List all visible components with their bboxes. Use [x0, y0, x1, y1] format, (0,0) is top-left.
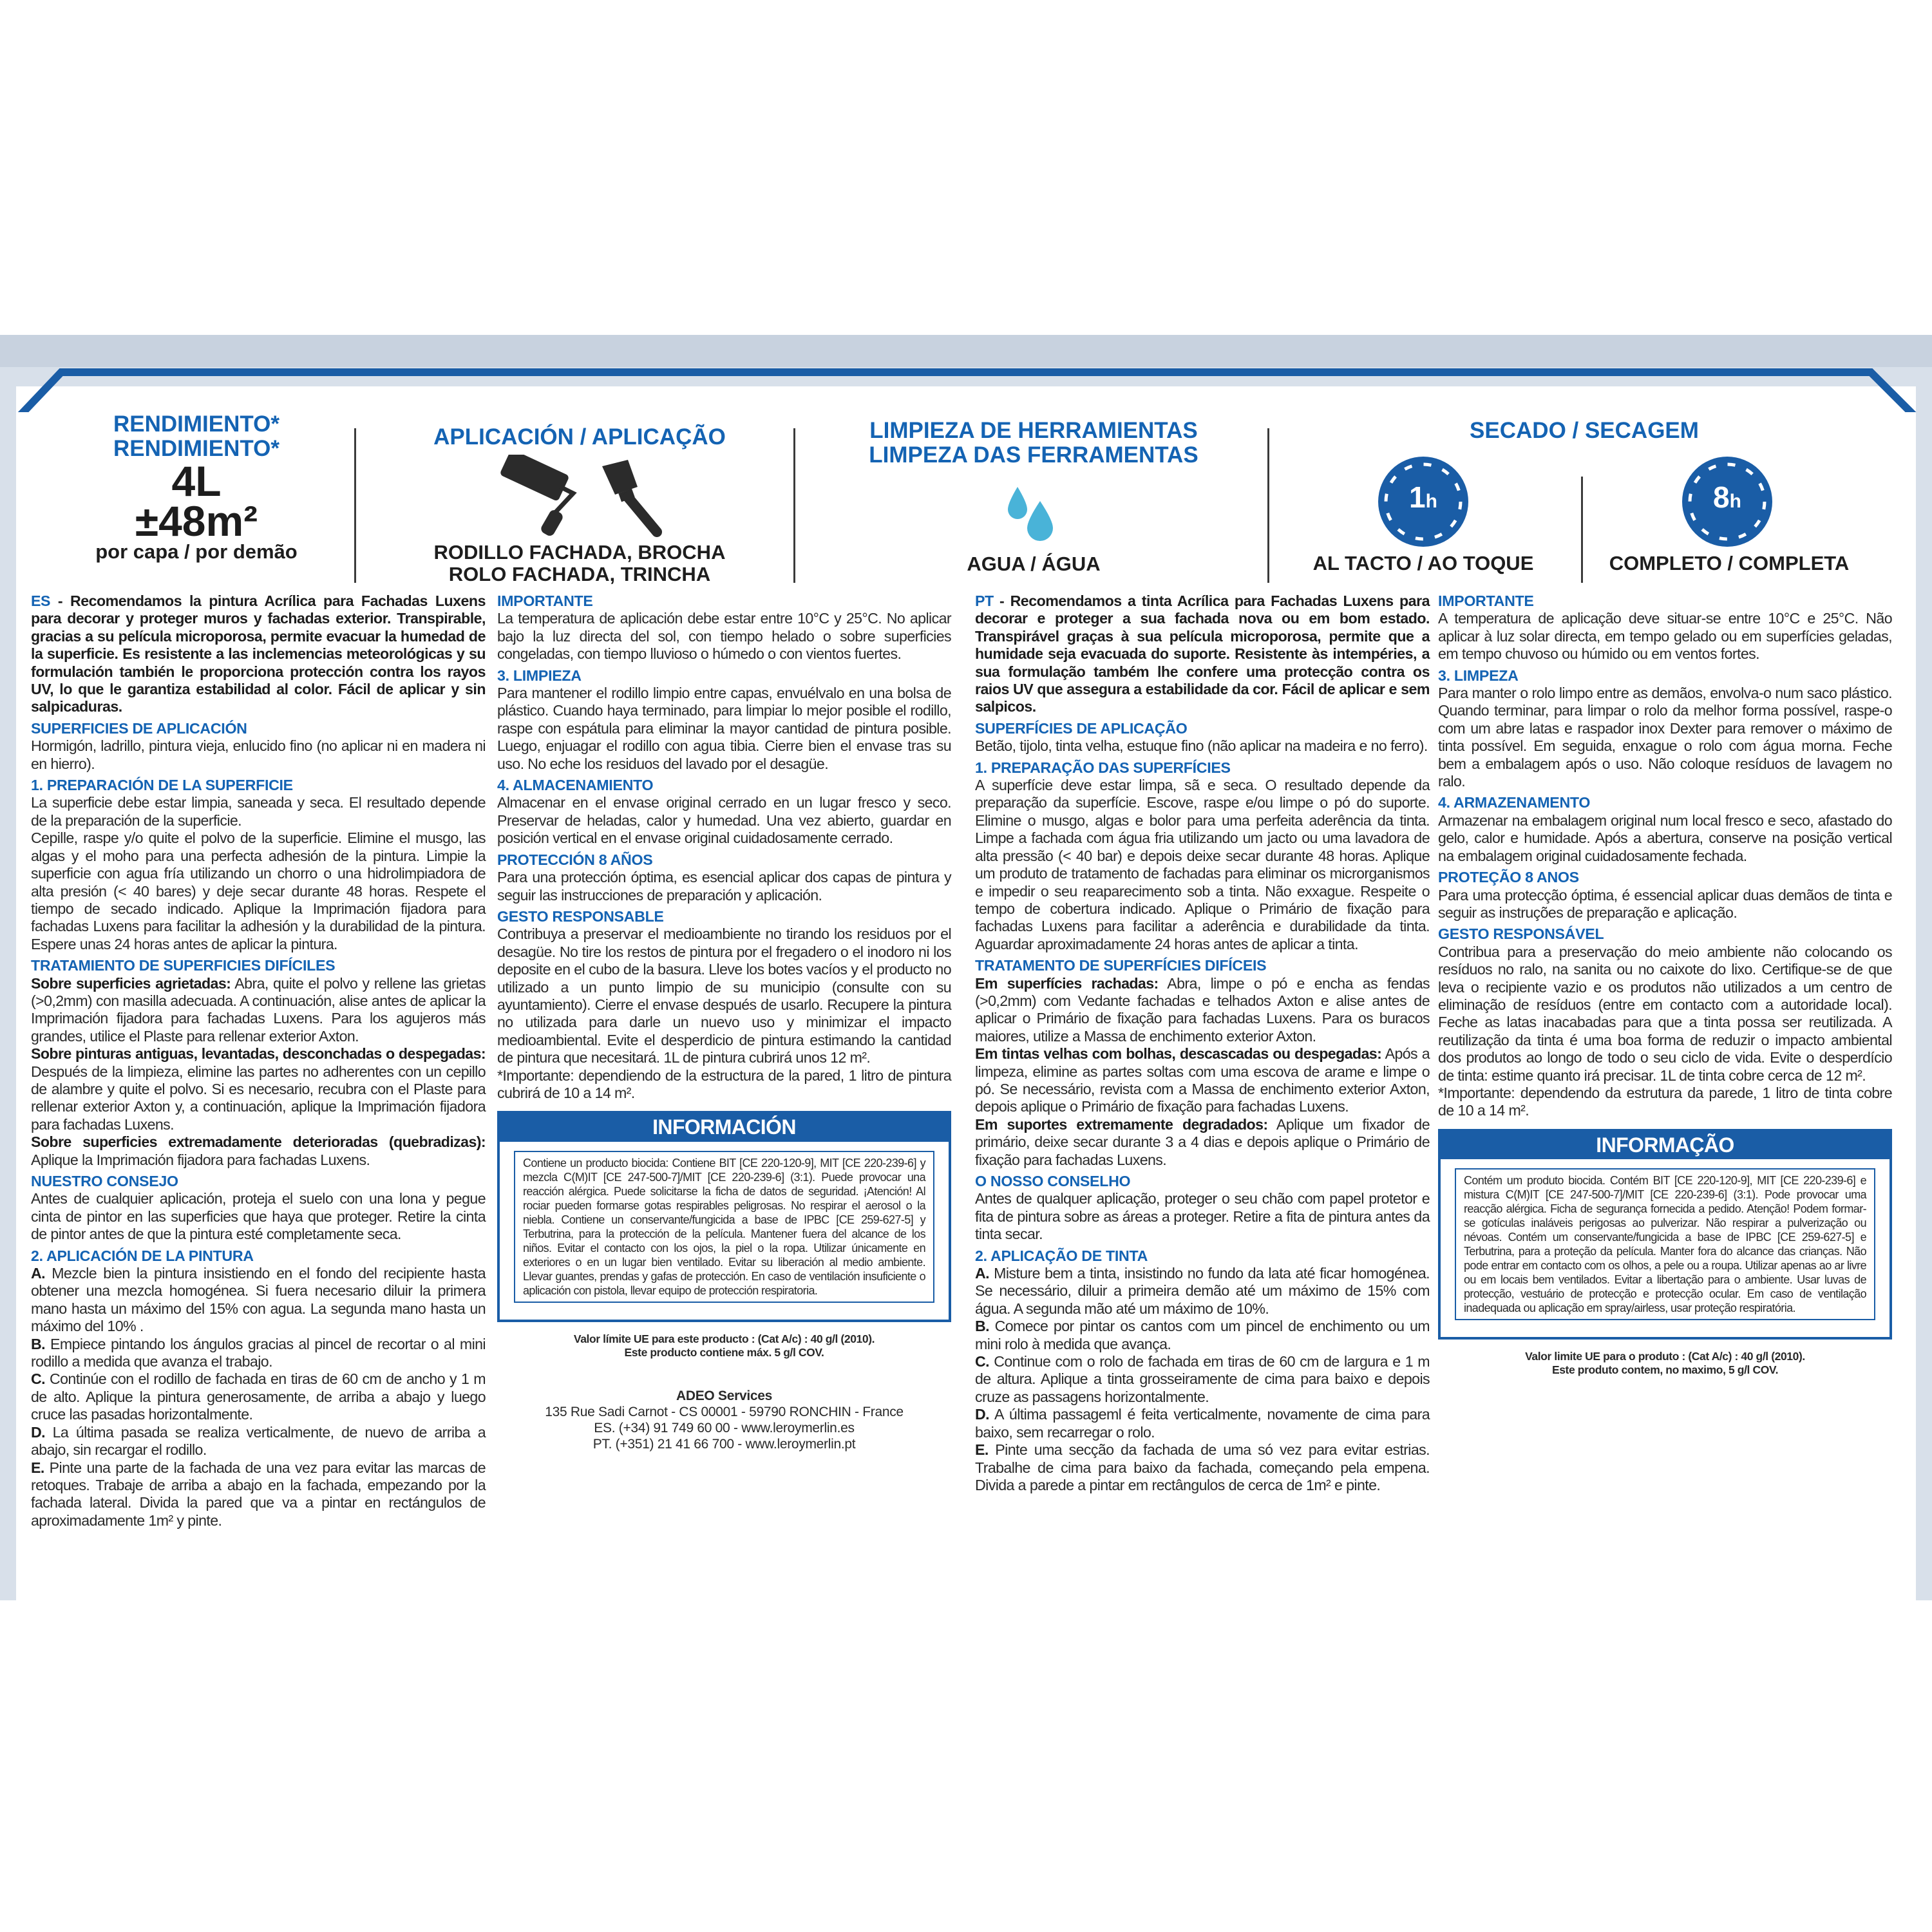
pt-importante: A temperatura de aplicação deve situar-se entre 10°C e 25°C. Não aplicar à luz solar directa, em tempo gelado ou em superfícies geladas, em tempo chuvoso ou húmido ou em ventos fortes. [1438, 610, 1892, 663]
limpieza-label: AGUA / ÁGUA [967, 553, 1101, 575]
pt-info-box [1438, 1129, 1892, 1340]
es-c-label: C. [31, 1370, 45, 1388]
pt-d-label: D. [975, 1406, 989, 1423]
es-heading-prep: 1. PREPARACIÓN DE LA SUPERFICIE [31, 777, 293, 794]
header-divider [1267, 428, 1269, 583]
pt-e-text: Pinte uma secção da fachada de uma só vez para evitar estrias. Trabalhe de cima para baixo da fachada, começando pela empena. Divida a parede a pintar em rectângulos de cerca de 1m² e pinte. [975, 1441, 1430, 1493]
pt-a-label: A. [975, 1265, 989, 1282]
pt-trat-3 [975, 1116, 1430, 1169]
pt-step-c [975, 1353, 1430, 1406]
clock-1h-label [1378, 480, 1469, 515]
clock-8h-label [1681, 480, 1773, 515]
pt-t3-label: Em suportes extremamente degradados: [975, 1115, 1268, 1133]
es-a-label: A. [31, 1265, 45, 1282]
pt-heading-importante: IMPORTANTE [1438, 592, 1534, 609]
es-heading-importante: IMPORTANTE [497, 592, 593, 609]
es-trat-1 [31, 975, 486, 1046]
es-column-1 [31, 592, 486, 1530]
pt-c-text: Continue com o rolo de fachada em tiras de 60 cm de largura e 1 m de altura. Aplique a tinta grosseiramente de cima para baixo e depois cruze as passagens horizontalmente. [975, 1353, 1430, 1405]
pt-step-b [975, 1318, 1430, 1353]
pt-heading-gesto: GESTO RESPONSÁVEL [1438, 925, 1604, 943]
pt-a-text: Misture bem a tinta, insistindo no fundo da lata até ficar homogénea. Se necessário, diluir a primeira demão até um máximo de 15% com água. A segunda mão até um máximo de 10%. [975, 1265, 1430, 1317]
pt-heading-almacen: 4. ARMAZENAMENTO [1438, 794, 1591, 811]
es-step-d [31, 1424, 486, 1459]
es-importante: La temperatura de aplicación debe estar entre 10°C y 25°C. No aplicar bajo la luz directa del sol, con tiempo helado o sobre superficies congeladas, con tiempo lluvioso o húmedo o con vientos fuertes. [497, 610, 951, 663]
pt-heading-proteccion: PROTEÇÃO 8 ANOS [1438, 869, 1579, 886]
pt-proteccion: Para uma protecção óptima, é essencial aplicar duas demãos de tinta e seguir as instruções de preparação e aplicação. [1438, 886, 1892, 921]
adeo-address [497, 1388, 951, 1452]
es-step-a [31, 1265, 486, 1336]
es-step-c [31, 1370, 486, 1423]
pt-t1-label: Em superfícies rachadas: [975, 974, 1159, 992]
pt-t3-text: Aplique um fixador de primário, deixe secar durante 3 a 4 dias e depois aplique o Primário de fixação para fachadas Luxens. [975, 1115, 1430, 1168]
es-t1-label: Sobre superficies agrietadas: [31, 974, 231, 992]
aplicacion-title: APLICACIÓN / APLICAÇÃO [433, 424, 726, 450]
es-nota: *Importante: dependiendo de la estructura de la pared, 1 litro de pintura cubrirá de 10 a 14 m². [497, 1066, 951, 1101]
pt-limit [1438, 1350, 1892, 1377]
pt-lead [975, 592, 1430, 716]
pt-info-title: INFORMAÇÃO [1441, 1132, 1889, 1159]
es-gesto: Contribuya a preservar el medioambiente no tirando los residuos por el desagüe. No tire los restos de pintura por el fregadero o el inodoro ni los deposite en el cubo de la basura. Lleve los botes vacíos y el producto no utilizado a un punto limpio de su municipio (consulte con su ayuntamiento). Cierre el envase después de usarlo. Recupere la pintura no utilizada para darle un nuevo uso y minimizar el impacto medioambiental. Evite el desperdicio de pintura estimando la cantidad de pintura que necesitará. 1L de pintura cubrirá unos 12 m². [497, 925, 951, 1066]
es-superficies: Hormigón, ladrillo, pintura vieja, enlucido fino (no aplicar ni en madera ni en hierro). [31, 737, 486, 772]
es-t3-text: Aplique la Imprimación fijadora para fachadas Luxens. [31, 1151, 370, 1168]
es-trat-3 [31, 1133, 486, 1169]
pt-nota: *Importante: dependendo da estrutura da parede, 1 litro de tinta cobre de 10 a 14 m². [1438, 1084, 1892, 1119]
header-divider [793, 428, 795, 583]
pt-heading-aplic: 2. APLICAÇÃO DE TINTA [975, 1247, 1148, 1264]
pt-e-label: E. [975, 1441, 989, 1459]
pt-lang: PT [975, 592, 994, 609]
es-lead-text: - Recomendamos la pintura Acrílica para Fachadas Luxens para decorar y proteger muros y fachadas exterior. Transpirable, gracias a su película microporosa, permite evacuar la humedad de la superficie. Es resistente a las inclemencias meteorológicas y su formulación también le proporciona protección contra los rayos UV, lo que le garantiza estabilidad al color. Fácil de aplicar y sin salpicaduras. [31, 592, 486, 715]
pt-heading-limpieza: 3. LIMPEZA [1438, 667, 1519, 684]
es-heading-gesto: GESTO RESPONSABLE [497, 907, 664, 925]
es-info-title: INFORMACIÓN [500, 1113, 949, 1141]
es-limit-1: Valor límite UE para este producto : (Cat A/c) : 40 g/l (2010). [573, 1332, 875, 1345]
limpieza-title-pt: LIMPEZA DAS FERRAMENTAS [869, 442, 1198, 468]
volume-value: 4L [171, 457, 222, 505]
es-trat-2 [31, 1045, 486, 1133]
es-limit [497, 1332, 951, 1359]
pt-b-label: B. [975, 1318, 989, 1335]
pt-heading-trat: TRATAMENTO DE SUPERFÍCIES DIFÍCEIS [975, 957, 1267, 974]
header-divider [1581, 477, 1583, 583]
aplicacion-label-es: RODILLO FACHADA, BROCHA [433, 541, 726, 564]
es-e-label: E. [31, 1459, 44, 1476]
pt-prep1: A superfície deve estar limpa, sã e seca. O resultado depende da preparação da superfície. Escove, raspe e/ou limpe o pó do suporte. Elimine o musgo, algas e bolor para uma perfeita aderência da tinta. Limpe a fachada com água fria utilizando um jacto ou uma lavadora de alta pressão (< 40 bar) e depois deixe secar durante 48 horas. Aplique um produto de tratamento de fachadas para eliminar os microrganismos e impedir o seu reaparecimento sob a tinta. Não exxague. Respeite o tempo de cobertura indicado. Aplique o Primário de fixação para fachadas Luxens para facilitar a aderência e durabilidade da tinta. Aguardar aproximadamente 24 horas antes de aplicar a tinta. [975, 777, 1430, 952]
touch-unit: h [1425, 491, 1437, 512]
full-time: 8 [1713, 480, 1730, 514]
pt-lead-text: - Recomendamos a tinta Acrílica para Fachadas Luxens para decorar e proteger a sua fachada nova ou em bom estado. Transpirável graças à sua película microporosa, permite que a humidade seja evacuada do suporte. Resistente às intempéries, a sua formulação também lhe confere uma protecção contra os raios UV que assegura a estabilidade da cor. Fácil de aplicar e sem salpicos. [975, 592, 1430, 715]
limpieza-title-es: LIMPIEZA DE HERRAMIENTAS [869, 418, 1198, 443]
pt-limpieza: Para manter o rolo limpo entre as demãos, envolva-o num saco plástico. Quando terminar, para limpar o rolo da melhor forma possível, raspe-o com um abre latas e raspador inox Dexter para remover o máximo de tinta possível. Em seguida, enxague o rolo com água morna. Feche bem a embalagem após o uso. Não coloque resíduos de lavagem no ralo. [1438, 685, 1892, 790]
aplicacion-label-pt: ROLO FACHADA, TRINCHA [448, 563, 711, 585]
rendimiento-block [39, 412, 354, 583]
es-prep2: Cepille, raspe y/o quite el polvo de la superficie. Elimine el musgo, las algas y el moho para una perfecta adhesión de la pintura. Limpie la superficie con agua fría utilizando un chorro o una hidrolimpiadora de alta presión (< 40 bares) y deje secar durante 48 horas. Respete el tiempo de secado indicado. Aplique la Imprimación fijadora para fachadas Luxens para facilitar la adhesión y la durabilidad de la pintura. Espere unas 24 horas antes de aplicar la pintura. [31, 829, 486, 952]
pt-heading-superficies: SUPERFÍCIES DE APLICAÇÃO [975, 719, 1188, 737]
rendimiento-title: RENDIMIENTO* [113, 412, 279, 437]
es-t2-label: Sobre pinturas antiguas, levantadas, desconchadas o despegadas: [31, 1045, 486, 1063]
es-b-text: Empiece pintando los ángulos gracias al pincel de recortar o al mini rodillo a medida que avanza el trabajo. [31, 1335, 486, 1370]
es-lead [31, 592, 486, 716]
adeo-name: ADEO Services [676, 1388, 773, 1403]
es-e-text: Pinte una parte de la fachada de una vez para evitar las marcas de retoques. Trabaje de arriba a abajo en la fachada, empezando por la fachada lateral. Divida la pared que va a pintar en rectángulos de aproximadamente 1m² y pinte. [31, 1459, 486, 1529]
pt-t2-label: Em tintas velhas com bolhas, descascadas ou despegadas: [975, 1045, 1382, 1063]
es-heading-consejo: NUESTRO CONSEJO [31, 1173, 178, 1189]
es-t3-label: Sobre superficies extremadamente deterioradas (quebradizas): [31, 1133, 486, 1151]
touch-time: 1 [1409, 480, 1426, 514]
full-unit: h [1729, 491, 1741, 512]
brush-icon [602, 460, 657, 532]
es-almacen: Almacenar en el envase original cerrado en un lugar fresco y seco. Preservar de heladas, calor y humedad. Una vez abierto, guardar en posición vertical en el envase original cuidadosamente cerrado. [497, 794, 951, 847]
limpieza-block [802, 412, 1265, 583]
pt-trat-1 [975, 975, 1430, 1046]
pt-consejo: Antes de qualquer aplicação, proteger o seu chão com papel protetor e fita de pintura sobre as áreas a proteger. Retire a fita de pintura antes da tinta secar. [975, 1190, 1430, 1243]
roller-icon [499, 455, 573, 538]
pt-heading-consejo: O NOSSO CONSELHO [975, 1173, 1131, 1189]
es-b-label: B. [31, 1335, 45, 1352]
pt-t1-text: Abra, limpe o pó e encha as fendas (>0,2mm) com Vedante fachadas e telhados Axton e alise antes de aplicar o Primário de fixação para fachadas Luxens. Para os buracos maiores, utilize a Massa de enchimento exterior Axton. [975, 974, 1430, 1045]
es-d-label: D. [31, 1423, 45, 1441]
es-t2-text: Después de la limpieza, elimine las partes no adherentes con un cepillo de alambre y quite el polvo. Si es necesario, recubra con el Plaste para rellenar exterior Axton y, a continuación, aplique la Imprimación fijadora para fachadas Luxens. [31, 1063, 486, 1133]
pt-b-text: Comece por pintar os cantos com um pincel de enchimento ou um mini rolo à medida que avança. [975, 1318, 1430, 1352]
es-limpieza: Para mantener el rodillo limpio entre capas, envuélvalo en una bolsa de plástico. Cuando haya terminado, para limpiar lo mejor posible el rodillo, raspe con espátula para eliminar la mayor cantidad de pintura posible. Luego, enjuagar el rodillo con agua tibia. Cierre bien el envase tras su uso. No eche los residuos del lavado por el desagüe. [497, 685, 951, 772]
full-label: COMPLETO / COMPLETA [1609, 552, 1850, 574]
aplicacion-block [361, 412, 799, 583]
es-d-text: La última pasada se realiza verticalmente, de nuevo de arriba a abajo, sin recargar el rodillo. [31, 1423, 486, 1459]
header-divider [354, 428, 356, 583]
es-heading-proteccion: PROTECCIÓN 8 AÑOS [497, 851, 653, 868]
coverage-note: por capa / por demão [95, 540, 298, 563]
pt-column-2 [1438, 592, 1892, 1377]
pt-limit-2: Este produto contem, no maximo, 5 g/l COV. [1551, 1363, 1779, 1377]
secado-title: SECADO / SECAGEM [1470, 418, 1699, 443]
es-info-box [497, 1111, 951, 1321]
coverage-value: ±48m² [135, 497, 258, 545]
es-limit-2: Este producto contiene máx. 5 g/l COV. [624, 1345, 824, 1359]
es-proteccion: Para una protección óptima, es esencial aplicar dos capas de pintura y seguir las instrucciones de preparación y aplicación. [497, 869, 951, 904]
pt-gesto: Contribua para a preservação do meio ambiente não colocando os resíduos no ralo, na sanita ou no caixote do lixo. Certifique-se de que leva o recipiente vazio e os produtos não utilizados a um centro de eliminação de resíduos (entre em contacto com a autoridade local). Feche as latas inacabadas para que a tinta possa ser reutilizada. A reutilização da tinta é uma boa forma de reduzir o impacto ambiental dos produtos ao longo de todo o seu ciclo de vida. Evite o desperdício de tinta: estime quanto irá precisar. 1L de tinta cobre cerca de 12 m². [1438, 943, 1892, 1084]
pt-limit-1: Valor limite UE para o produto : (Cat A/c) : 40 g/l (2010). [1525, 1350, 1805, 1363]
pt-step-e [975, 1441, 1430, 1494]
touch-label: AL TACTO / AO TOQUE [1312, 552, 1534, 574]
pt-heading-prep: 1. PREPARAÇÃO DAS SUPERFÍCIES [975, 759, 1231, 776]
adeo-es: ES. (+34) 91 749 60 00 - www.leroymerlin.es [594, 1420, 855, 1435]
es-prep1: La superficie debe estar limpia, saneada y seca. El resultado depende de la preparación de la superficie. [31, 794, 486, 829]
adeo-pt: PT. (+351) 21 41 66 700 - www.leroymerlin.pt [592, 1436, 856, 1452]
es-a-text: Mezcle bien la pintura insistiendo en el fondo del recipiente hasta obtener una mezcla homogénea. Si fuera necesario diluir la primera mano hasta un máximo del 15% con agua. La segunda mano hasta un máximo del 10% . [31, 1265, 486, 1335]
water-drops-icon [995, 474, 1072, 545]
es-heading-superficies: SUPERFICIES DE APLICACIÓN [31, 719, 247, 737]
es-consejo: Antes de cualquier aplicación, proteja el suelo con una lona y pegue cinta de pintor en las superficies que haya que proteger. Retire la cinta de pintor antes de que la pintura esté completamente seca. [31, 1190, 486, 1243]
adeo-street: 135 Rue Sadi Carnot - CS 00001 - 59790 RONCHIN - France [545, 1404, 904, 1419]
es-heading-aplic: 2. APLICACIÓN DE LA PINTURA [31, 1247, 254, 1264]
frame-outline [0, 361, 1932, 412]
pt-d-text: A última passageml é feita verticalmente, novamente de cima para baixo, sem recarregar o rolo. [975, 1406, 1430, 1441]
es-heading-trat: TRATAMIENTO DE SUPERFICIES DIFÍCILES [31, 957, 336, 974]
es-info-text: Contiene un producto biocida: Contiene BIT [CE 220-120-9], MIT [CE 220-239-6] y mezcla C(M)IT [CE 247-500-7]/MIT [CE 220-239-6] (3:1). Puede provocar una reacción alérgica. Puede solicitarse la ficha de datos de seguridad. ¡Atención! Al rociar pueden formarse gotas respirables peligrosas. No respirar el aerosol o la niebla. Contiene un conservante/fungicida a base de IPBC [CE 259-627-5] y Terbutrina, para la protección de la película. Mantener fuera del alcance de los niños. Evitar el contacto con los ojos, la piel o la ropa. Utilizar únicamente en exteriores o en un lugar bien ventilado. Evitar su liberación al medio ambiente. Llevar guantes, prendas y gafas de protección. En caso de ventilación insuficiente o aplicación con pistola, llevar equipo de protección respiratoria. [514, 1151, 934, 1303]
es-t1-text: Abra, quite el polvo y rellene las grietas (>0,2mm) con masilla adecuada. A continuación, alise antes de aplicar la Imprimación fijadora para fachadas Luxens. Para los agujeros más grandes, utilice el Plaste para rellenar exterior Axton. [31, 974, 486, 1045]
pt-superficies: Betão, tijolo, tinta velha, estuque fino (não aplicar na madeira e no ferro). [975, 737, 1428, 755]
pt-info-text: Contém um produto biocida. Contém BIT [CE 220-120-9], MIT [CE 220-239-6] e mistura C(M)IT [CE 247-500-7]/MIT [CE 220-239-6] (3:1). Pode provocar uma reacção alérgica. Ficha de segurança fornecida a pedido. Atenção! Podem formar-se gotículas inaláveis perigosas ao pulverizar. Não respirar a pulverização ou névoas. Contém um conservante/fungicida a base de IPBC [CE 259-627-5] e Terbutrina, para a proteção da película. Manter fora do alcance das crianças. Não pode entrar em contacto com os olhos, a pele ou a roupa. Utilizar apenas ao ar livre ou em locais bem ventilados. Evitar a libertação para o ambiente. Usar luvas de protecção, vestuário de protecção e protecção ocular. Em caso de ventilação inadequada ou aplicação em spray/airless, usar proteção respiratória. [1455, 1168, 1875, 1320]
es-lang: ES [31, 592, 50, 609]
rendimiento-title-pt: RENDIMIENTO* [113, 436, 279, 461]
pt-c-label: C. [975, 1353, 989, 1370]
es-c-text: Continúe con el rodillo de fachada en tiras de 60 cm de ancho y 1 m de alto. Aplique la pintura generosamente, de arriba a abajo y luego cruce las pasadas horizontalmente. [31, 1370, 486, 1423]
pt-step-a [975, 1265, 1430, 1318]
es-column-2 [497, 592, 951, 1452]
roller-brush-icons [483, 455, 676, 538]
es-heading-limpieza: 3. LIMPIEZA [497, 667, 582, 684]
pt-almacen: Armazenar na embalagem original num local fresco e seco, afastado do gelo, calor e humidade. Após a abertura, conserve na posição vertical na embalagem original cuidadosamente fechada. [1438, 811, 1892, 864]
pt-trat-2 [975, 1045, 1430, 1116]
es-heading-almacen: 4. ALMACENAMIENTO [497, 777, 654, 794]
pt-t2-text: Após a limpeza, elimine as partes soltas com uma escova de arame e limpe o pó. Se necessário, revista com a Massa de enchimento exterior Axton, depois aplique o Primário de fixação para fachadas Luxens. [975, 1045, 1430, 1115]
pt-step-d [975, 1406, 1430, 1441]
es-step-b [31, 1336, 486, 1371]
es-step-e [31, 1459, 486, 1530]
pt-column-1 [975, 592, 1430, 1494]
